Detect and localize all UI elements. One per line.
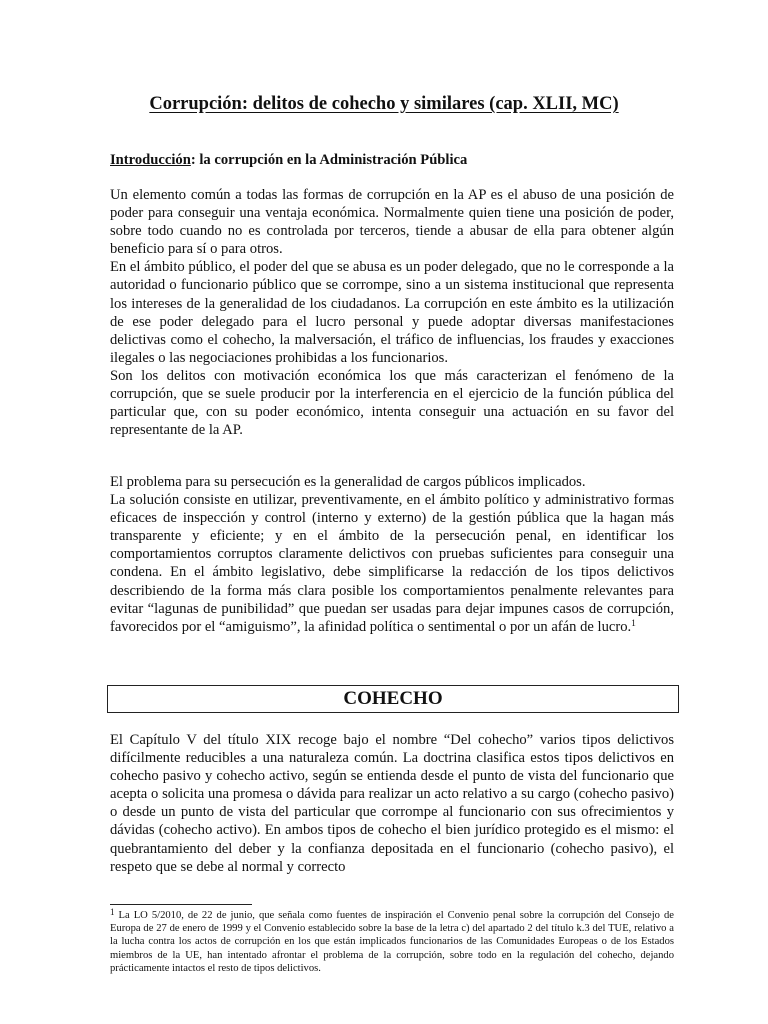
footnote-ref[interactable]: 1: [631, 618, 636, 629]
footnote-number: 1: [110, 907, 115, 917]
document-title: Corrupción: delitos de cohecho y similares (cap. XLII, MC): [149, 94, 619, 114]
paragraph: El Capítulo V del título XIX recoge bajo el nombre “Del cohecho” varios tipos delictivos difícilmente reducibles a una naturaleza común. La doctrina clasifica estos tipos delictivos en cohecho pasivo y cohecho activo, según se entienda desde el punto de vista del funcionario que acepta o solicita una promesa o dávida para realizar un acto relativo a su cargo (cohecho pasivo) o desde un punto de vista del particular que corrompe al funcionario con sus ofrecimientos y dávidas (cohecho activo). En ambos tipos de cohecho el bien jurídico protegido es el mismo: el quebrantamiento del deber y la confianza depositada en el funcionario (cohecho pasivo), el respeto que se debe al normal y correcto: [110, 732, 674, 875]
footnote-text: La LO 5/2010, de 22 de junio, que señala como fuentes de inspiración el Convenio penal sobre la corrupción del Consejo de Europa de 27 de enero de 1999 y el Convenio establecido sobre la base de la letra c) del apartado 2 del título k.3 del TUE, relativo a la lucha contra los actos de corrupción en los que están implicados funcionarios de las Comunidades Europeas o de los Estados miembros de la UE, han intentado afrontar el problema de la corrupción, sobre todo en la regulación del cohecho, dejando prácticamente intactos el resto de tipos delictivos.: [110, 910, 674, 974]
section-heading-box: [107, 685, 679, 713]
intro-heading-subtitle: : la corrupción en la Administración Pública: [190, 152, 468, 168]
paragraph: Son los delitos con motivación económica los que más caracterizan el fenómeno de la corrupción, que se suele producir por la interferencia en el ejercicio de la función pública del particular que, con su poder económico, intenta conseguir una actuación en su favor del representante de la AP.: [110, 367, 674, 439]
intro-body-2: [110, 473, 674, 636]
footnote: [110, 909, 674, 975]
paragraph-text: La solución consiste en utilizar, preventivamente, en el ámbito político y administrativo formas eficaces de inspección y control (interno y externo) de la gestión pública que la hagan más transparente y eficiente; y en el ámbito de la persecución penal, en identificar los comportamientos corruptos claramente delictivos con pruebas suficientes para conseguir una condena. En el ámbito legislativo, debe simplificarse la redacción de los tipos delictivos describiendo de la forma más clara posible los comportamientos penalmente relevantes para evitar “lagunas de punibilidad” que puedan ser usadas para dejar impunes casos de corrupción, favorecidos por el “amiguismo”, la afinidad política o sentimental o por un afán de lucro.: [110, 492, 674, 635]
paragraph: [110, 491, 674, 636]
intro-heading: [110, 151, 674, 169]
paragraph: Un elemento común a todas las formas de corrupción en la AP es el abuso de una posición de poder para conseguir una ventaja económica. Normalmente quien tiene una posición de poder, sobre todo cuando no es controlada por terceros, tiende a abusar de ella para obtener algún beneficio para sí o para otros.: [110, 187, 674, 258]
paragraph: El problema para su persecución es la generalidad de cargos públicos implicados.: [110, 474, 586, 490]
intro-body-1: [110, 186, 674, 439]
section-heading: COHECHO: [343, 688, 443, 709]
paragraph: En el ámbito público, el poder del que se abusa es un poder delegado, que no le corresponde a la autoridad o funcionario público que se corrompe, sino a un sistema institucional que representa los intereses de la generalidad de los ciudadanos. La corrupción en este ámbito es la utilización de ese poder delegado para el lucro personal y puede adoptar diversas manifestaciones delictivas como el cohecho, la malversación, el tráfico de influencias, los fraudes y exacciones ilegales o las negociaciones prohibidas a los funcionarios.: [110, 259, 674, 366]
footnote-divider: [110, 904, 252, 905]
intro-heading-label: Introducción: [110, 152, 191, 168]
section-body: [110, 731, 674, 876]
